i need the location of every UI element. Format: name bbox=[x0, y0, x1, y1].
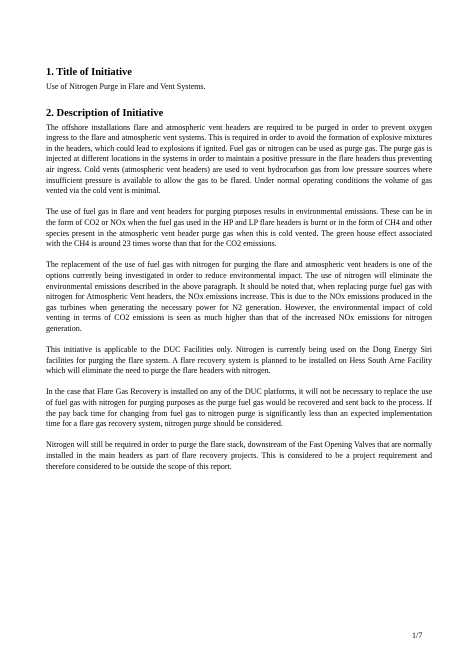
page-number: 1/7 bbox=[412, 631, 423, 640]
section-text: Use of Nitrogen Purge in Flare and Vent Systems. bbox=[46, 82, 206, 91]
paragraph: This initiative is applicable to the DUC Facilities only. Nitrogen is currently being used on the Dong Energy Siri facilities for purging the flare system. A flare recovery system is planned to be installed on Hess South Arne Facility which will eliminate the need to purge the flare headers with nitrogen. bbox=[46, 345, 432, 376]
paragraph: The replacement of the use of fuel gas with nitrogen for purging the flare and atmospheric vent headers is one of the options currently being investigated in order to reduce environmental impact. The use of nitrogen will eliminate the environmental emissions described in the above paragraph. It should be noted that, when replacing purge fuel gas with nitrogen for Atmospheric Vent headers, the NOx emissions increase. This is due to the NOx emissions produced in the gas turbines when generating the necessary power for N2 generation. However, the environmental impact of cold venting in terms of CO2 emissions is seen as much higher than that of the increased NOx emissions for nitrogen generation. bbox=[46, 260, 432, 333]
document-body bbox=[46, 66, 432, 483]
paragraph: Nitrogen will still be required in order to purge the flare stack, downstream of the Fast Opening Valves that are normally installed in the main headers as part of flare recovery projects. This is considered to be a project requirement and therefore considered to be outside the scope of this report. bbox=[46, 440, 432, 471]
section-description-of-initiative bbox=[46, 107, 432, 473]
section-heading: 1. Title of Initiative bbox=[46, 67, 132, 78]
paragraph: In the case that Flare Gas Recovery is installed on any of the DUC platforms, it will not be necessary to replace the use of fuel gas with nitrogen for purging purposes as the purge fuel gas would be recovered and sent back to the process. If the pay back time for changing from fuel gas to nitrogen purge is significantly less than an expected implementation time for a flare gas recovery system, nitrogen purge should be considered. bbox=[46, 387, 432, 429]
section-title-of-initiative bbox=[46, 66, 432, 93]
section-heading: 2. Description of Initiative bbox=[46, 107, 164, 119]
paragraph: The use of fuel gas in flare and vent headers for purging purposes results in environmental emissions. These can be in the form of CO2 or NOx when the fuel gas used in the HP and LP flare headers is burnt or in the form of CH4 and other species present in the atmospheric vent header purge gas when this is cold vented. The green house effect associated with the CH4 is around 23 times worse than that for the CO2 emissions. bbox=[46, 207, 432, 249]
paragraph: The offshore installations flare and atmospheric vent headers are required to be purged in order to prevent oxygen ingress to the flare and atmospheric vent systems. This is required in order to avoid the formation of explosive mixtures in the headers, which could lead to explosions if ignited. Fuel gas or nitrogen can be used as purge gas. The purge gas is injected at different locations in the systems in order to maintain a positive pressure in the flare headers thus preventing air ingress. Cold vents (atmospheric vent headers) are used to vent hydrocarbon gas from low pressure sources where insufficient pressure is available to allow the gas to be flared. Under normal operating conditions the volume of gas vented via the cold vent is minimal. bbox=[46, 122, 432, 196]
